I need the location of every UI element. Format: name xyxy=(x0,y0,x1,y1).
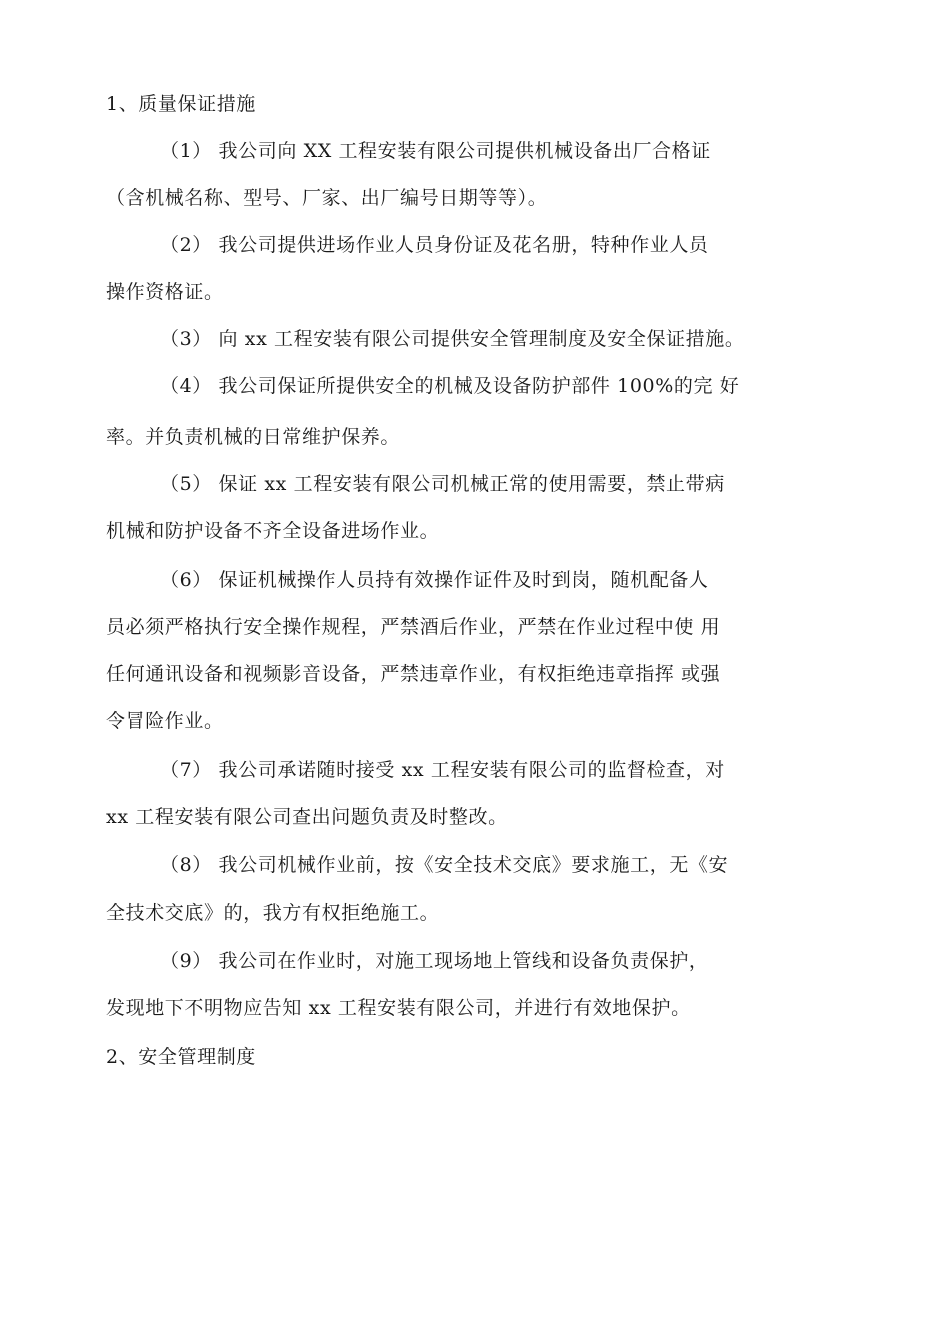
paragraph-line: （1） 我公司向 XX 工程安装有限公司提供机械设备出厂合格证 xyxy=(160,140,711,162)
paragraph-line: 操作资格证。 xyxy=(106,281,224,303)
paragraph-line: 员必须严格执行安全操作规程，严禁酒后作业，严禁在作业过程中使 用 xyxy=(106,616,721,638)
paragraph-line: （2） 我公司提供进场作业人员身份证及花名册，特种作业人员 xyxy=(160,234,709,256)
paragraph-line: （7） 我公司承诺随时接受 xx 工程安装有限公司的监督检查，对 xyxy=(160,759,725,781)
paragraph-line: （含机械名称、型号、厂家、出厂编号日期等等）。 xyxy=(106,187,548,209)
paragraph-line: （4） 我公司保证所提供安全的机械及设备防护部件 100%的完 好 xyxy=(160,375,740,397)
paragraph-line: （6） 保证机械操作人员持有效操作证件及时到岗，随机配备人 xyxy=(160,569,709,591)
paragraph-line: xx 工程安装有限公司查出问题负责及时整改。 xyxy=(106,806,508,828)
paragraph-line: 任何通讯设备和视频影音设备，严禁违章作业，有权拒绝违章指挥 或强 xyxy=(106,663,721,685)
paragraph-line: 令冒险作业。 xyxy=(106,710,224,732)
paragraph-line: （3） 向 xx 工程安装有限公司提供安全管理制度及安全保证措施。 xyxy=(160,328,745,350)
section-heading: 1、质量保证措施 xyxy=(106,93,256,115)
paragraph-line: 全技术交底》的，我方有权拒绝施工。 xyxy=(106,902,440,924)
paragraph-line: 机械和防护设备不齐全设备进场作业。 xyxy=(106,520,440,542)
paragraph-line: （5） 保证 xx 工程安装有限公司机械正常的使用需要，禁止带病 xyxy=(160,473,725,495)
paragraph-line: （9） 我公司在作业时，对施工现场地上管线和设备负责保护， xyxy=(160,950,709,972)
section-heading: 2、安全管理制度 xyxy=(106,1046,256,1068)
paragraph-line: 率。并负责机械的日常维护保养。 xyxy=(106,426,401,448)
paragraph-line: （8） 我公司机械作业前，按《安全技术交底》要求施工，无《安 xyxy=(160,854,729,876)
paragraph-line: 发现地下不明物应告知 xx 工程安装有限公司，并进行有效地保护。 xyxy=(106,997,691,1019)
